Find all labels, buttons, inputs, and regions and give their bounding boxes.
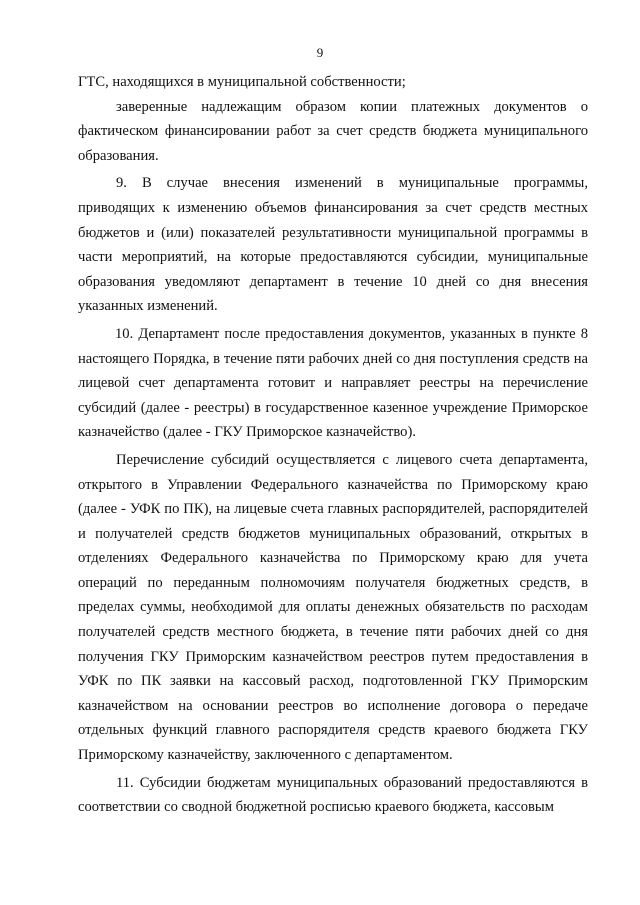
document-body: [78, 70, 588, 820]
paragraph-clause-11: 11. Субсидии бюджетам муниципальных образований предоставляются в соответствии со сводной бюджетной росписью краевого бюджета, кассовым: [78, 774, 588, 816]
paragraph-continuation: ГТС, находящихся в муниципальной собственности;: [78, 74, 406, 90]
paragraph-clause-10: 10. Департамент после предоставления документов, указанных в пункте 8 настоящего Порядка, в течение пяти рабочих дней со дня поступления средств на лицевой счет департамента готовит и направляет реестры на перечисление субсидий (далее - реестры) в государственное казенное учреждение Приморское казначейство (далее - ГКУ Приморское казначейство).: [78, 325, 588, 441]
paragraph-clause-9: 9. В случае внесения изменений в муниципальные программы, приводящих к изменению объемов финансирования за счет средств местных бюджетов и (или) показателей результативности муниципальной программы в части мероприятий, на которые предоставляются субсидии, муниципальные образования уведомляют департамент в течение 10 дней со дня внесения указанных изменений.: [78, 175, 588, 315]
paragraph-subsidy-transfer: Перечисление субсидий осуществляется с лицевого счета департамента, открытого в Управлении Федерального казначейства по Приморскому краю (далее - УФК по ПК), на лицевые счета главных распорядителей, распорядителей и получателей средств бюджетов муниципальных образований, открытых в отделениях Федерального казначейства по Приморскому краю для учета операций по переданным полномочиям получателя бюджетных средств, в пределах суммы, необходимой для оплаты денежных обязательств по расходам получателей средств местного бюджета, в течение пяти рабочих дней со дня получения ГКУ Приморским казначейством реестров путем предоставления в УФК по ПК заявки на кассовый расход, подготовленной ГКУ Приморским казначейством на основании реестров во исполнение договора о передаче отдельных функций главного распорядителя средств краевого бюджета ГКУ Приморскому казначейству, заключенного с департаментом.: [78, 451, 588, 764]
page-number: 9: [316, 45, 324, 60]
paragraph-certified-copies: заверенные надлежащим образом копии платежных документов о фактическом финансировании работ за счет средств бюджета муниципального образования.: [78, 98, 588, 164]
